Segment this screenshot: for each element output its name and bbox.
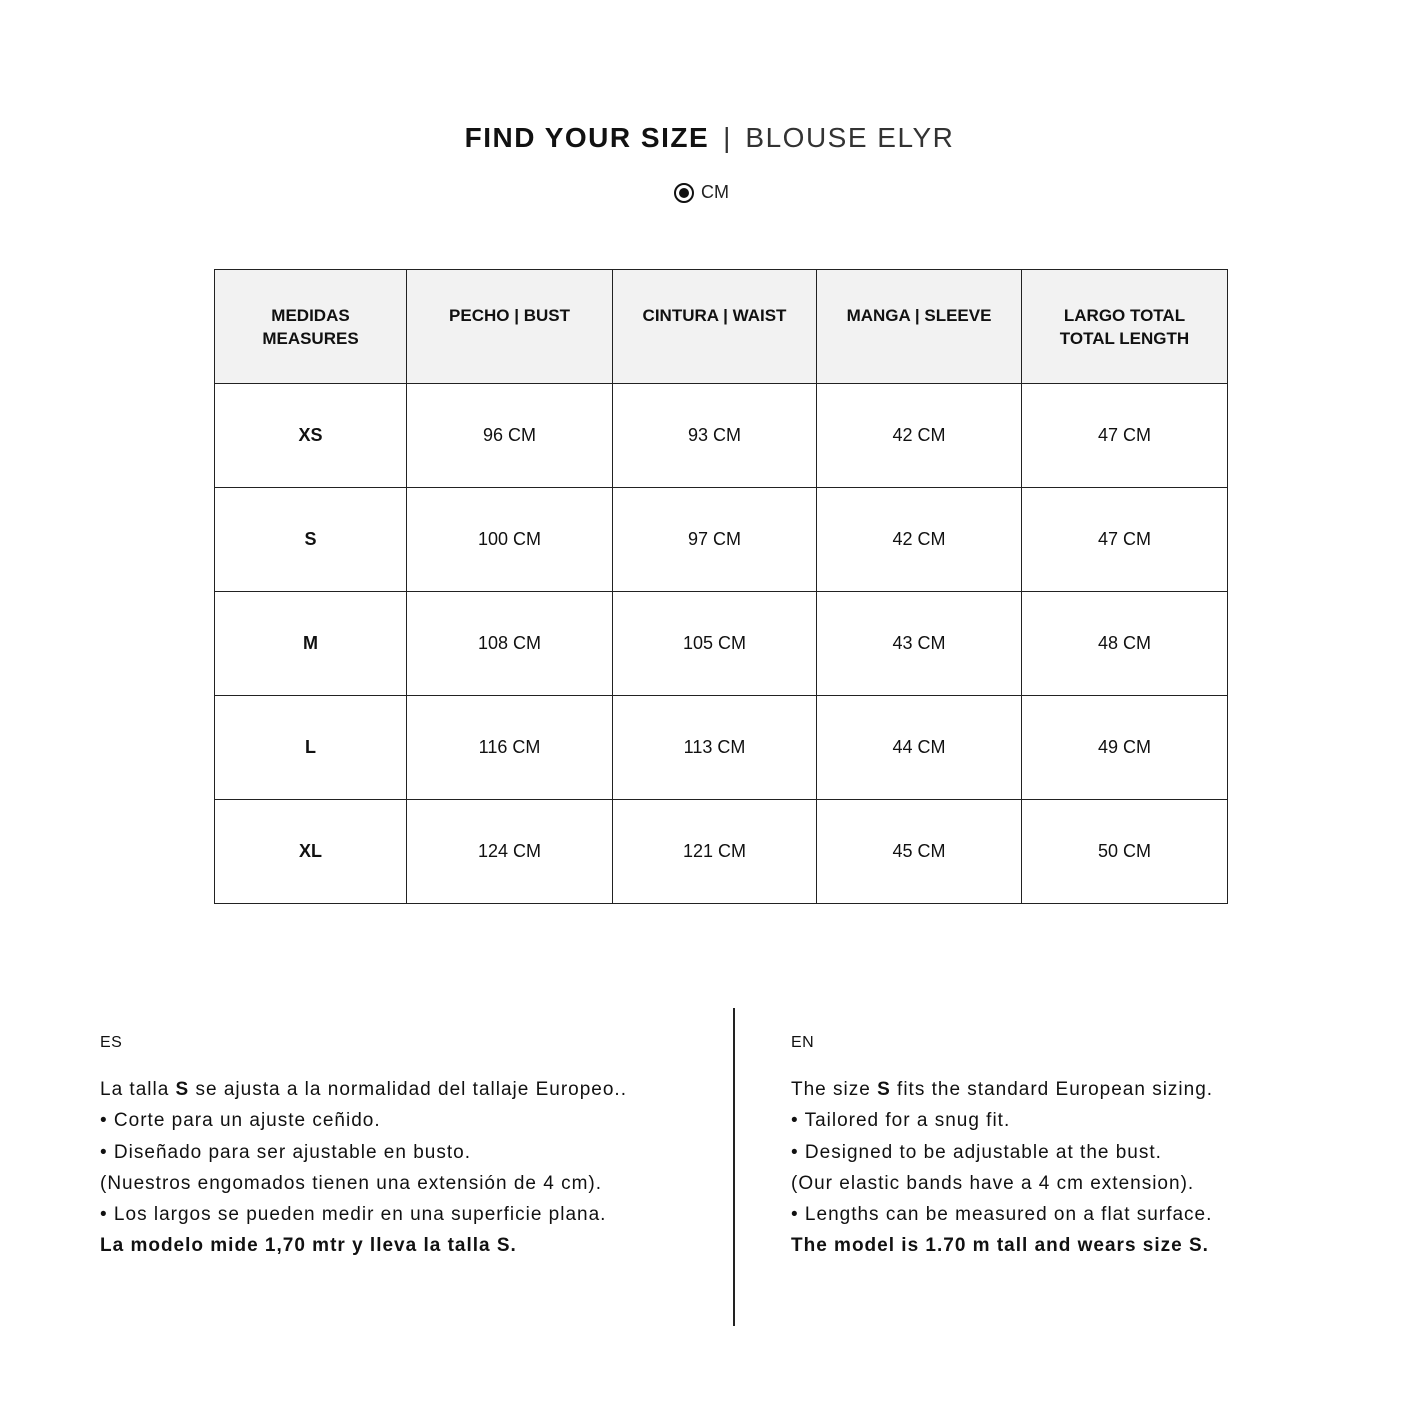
sleeve-value: 44 CM xyxy=(817,696,1022,800)
note-line: The size S fits the standard European sizing. xyxy=(791,1079,1214,1100)
product-name: BLOUSE ELYR xyxy=(745,122,955,153)
note-line: • Corte para un ajuste ceñido. xyxy=(100,1110,381,1132)
unit-label: CM xyxy=(701,182,729,202)
length-value: 49 CM xyxy=(1022,696,1228,800)
table-row xyxy=(215,800,1228,904)
model-note: The model is 1.70 m tall and wears size S. xyxy=(791,1235,1209,1257)
note-line: • Designed to be adjustable at the bust. xyxy=(791,1141,1162,1163)
bust-value: 116 CM xyxy=(407,696,613,800)
sleeve-value: 45 CM xyxy=(817,800,1022,904)
note-line: (Our elastic bands have a 4 cm extension). xyxy=(791,1172,1195,1194)
bust-value: 96 CM xyxy=(407,384,613,488)
length-value: 50 CM xyxy=(1022,800,1228,904)
note-line: • Los largos se pueden medir en una superficie plana. xyxy=(100,1204,607,1226)
title-separator: | xyxy=(723,122,732,153)
lang-label-en: EN xyxy=(791,1034,815,1051)
bust-value: 124 CM xyxy=(407,800,613,904)
size-label: XS xyxy=(215,384,407,488)
bust-value: 108 CM xyxy=(407,592,613,696)
title-strong: FIND YOUR SIZE xyxy=(464,122,710,153)
radio-dot xyxy=(679,188,689,198)
bust-value: 100 CM xyxy=(407,488,613,592)
radio-selected-icon[interactable] xyxy=(674,183,694,203)
note-line: • Lengths can be measured on a flat surface. xyxy=(791,1204,1213,1226)
notes-spanish xyxy=(100,1034,720,1262)
table-row xyxy=(215,696,1228,800)
waist-value: 113 CM xyxy=(613,696,817,800)
sleeve-value: 43 CM xyxy=(817,592,1022,696)
header-total-length: LARGO TOTAL TOTAL LENGTH xyxy=(1022,270,1228,384)
waist-value: 121 CM xyxy=(613,800,817,904)
header-waist: CINTURA | WAIST xyxy=(613,270,817,384)
header-bust: PECHO | BUST xyxy=(407,270,613,384)
table-header-row xyxy=(215,270,1228,384)
length-value: 47 CM xyxy=(1022,384,1228,488)
note-line: • Tailored for a snug fit. xyxy=(791,1110,1011,1132)
note-line: • Diseñado para ser ajustable en busto. xyxy=(100,1141,471,1163)
sleeve-value: 42 CM xyxy=(817,384,1022,488)
sleeve-value: 42 CM xyxy=(817,488,1022,592)
table-row xyxy=(215,384,1228,488)
size-label: M xyxy=(215,592,407,696)
waist-value: 93 CM xyxy=(613,384,817,488)
size-label: S xyxy=(215,488,407,592)
header-measures: MEDIDAS MEASURES xyxy=(215,270,407,384)
note-line: La talla S se ajusta a la normalidad del tallaje Europeo.. xyxy=(100,1079,627,1100)
size-label: XL xyxy=(215,800,407,904)
size-table xyxy=(214,269,1228,904)
header-sleeve: MANGA | SLEEVE xyxy=(817,270,1022,384)
lang-label-es: ES xyxy=(100,1034,123,1051)
unit-selector[interactable] xyxy=(674,182,729,203)
length-value: 47 CM xyxy=(1022,488,1228,592)
model-note: La modelo mide 1,70 mtr y lleva la talla S. xyxy=(100,1235,517,1257)
waist-value: 105 CM xyxy=(613,592,817,696)
notes-english xyxy=(791,1034,1411,1262)
length-value: 48 CM xyxy=(1022,592,1228,696)
waist-value: 97 CM xyxy=(613,488,817,592)
table-row xyxy=(215,488,1228,592)
page-title xyxy=(0,122,1419,154)
column-divider xyxy=(733,1008,735,1326)
table-row xyxy=(215,592,1228,696)
size-label: L xyxy=(215,696,407,800)
note-line: (Nuestros engomados tienen una extensión de 4 cm). xyxy=(100,1172,603,1194)
